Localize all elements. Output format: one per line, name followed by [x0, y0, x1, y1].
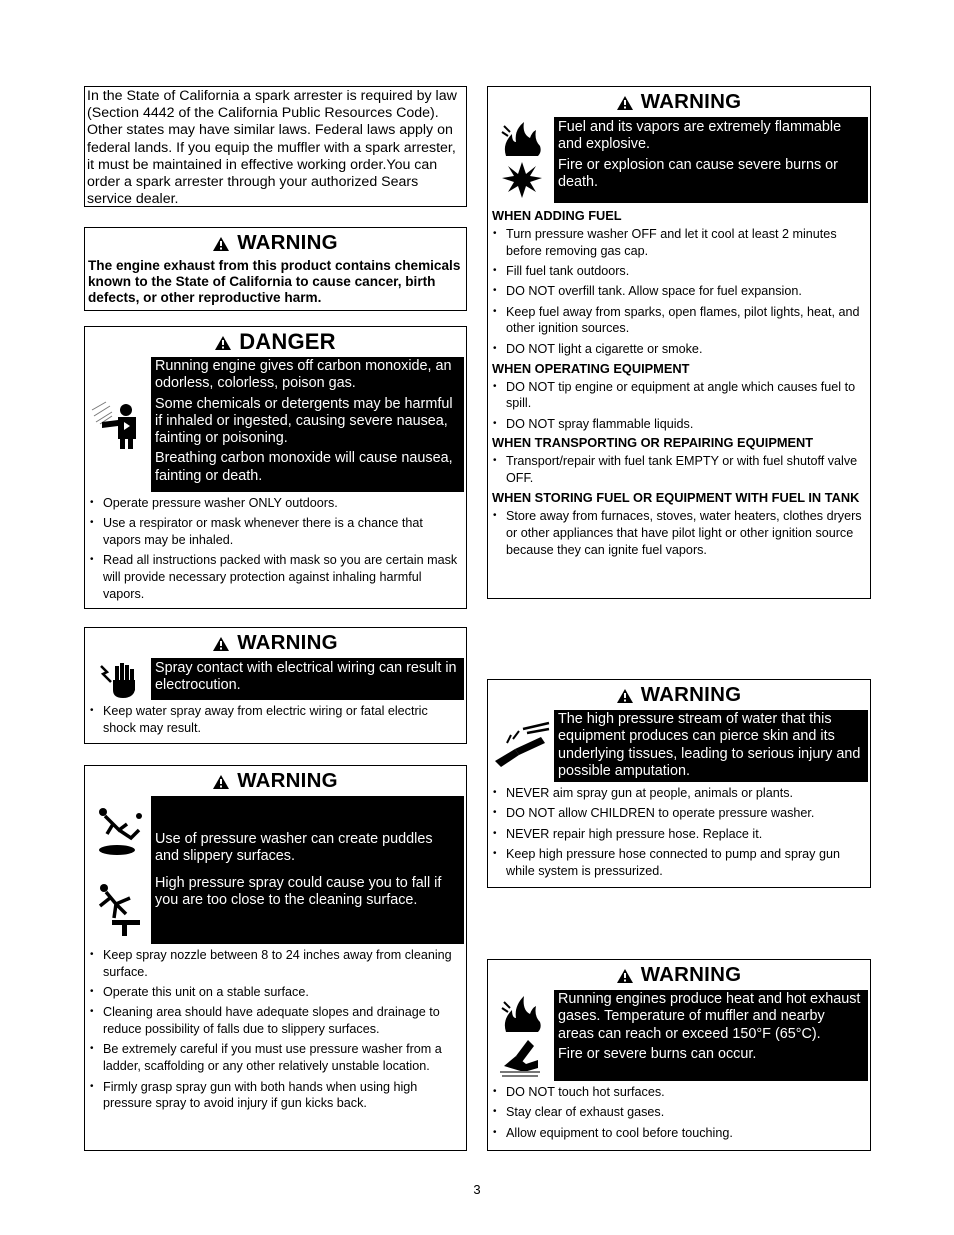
fall-hazard-icon — [96, 878, 142, 936]
precaution-list — [488, 451, 870, 489]
page-number: 3 — [473, 1182, 481, 1197]
slip-hazard-icon — [93, 804, 145, 860]
hazard-panel — [490, 990, 868, 1081]
hazard-text — [554, 710, 868, 782]
hazard-line: Spray contact with electrical wiring can result in electrocution. — [155, 660, 457, 694]
injection-hazard-icon — [493, 721, 551, 771]
warning-header — [85, 628, 466, 658]
list-item: • NEVER aim spray gun at people, animals or plants. — [492, 785, 868, 802]
section-heading: WHEN STORING FUEL OR EQUIPMENT WITH FUEL IN TANK — [492, 490, 860, 506]
list-item: • Store away from furnaces, stoves, water heaters, clothes dryers or other appliances that have pilot light or other ignition source because they can ignite fuel vapors. — [492, 508, 868, 558]
hazard-icons — [87, 796, 151, 944]
section-heading: WHEN TRANSPORTING OR REPAIRING EQUIPMENT — [492, 435, 814, 451]
hazard-icons — [87, 357, 151, 492]
warning-label: WARNING — [640, 963, 742, 986]
hazard-line: High pressure spray could cause you to fall if you are too close to the cleaning surface. — [155, 874, 442, 908]
warning-label: WARNING — [237, 231, 338, 254]
warning-high-pressure-injection — [487, 679, 871, 888]
hazard-line: Some chemicals or detergents may be harmful if inhaled or ingested, causing severe nausea, fainting or poisoning. — [155, 395, 453, 447]
hazard-line: Fire or severe burns can occur. — [558, 1045, 757, 1062]
warning-label: WARNING — [237, 769, 338, 792]
warning-label: WARNING — [640, 683, 742, 706]
hazard-line: Fire or explosion can cause severe burns or death. — [558, 156, 838, 190]
list-item: • Be extremely careful if you must use pressure washer from a ladder, scaffolding or any other relatively unstable location. — [89, 1041, 464, 1075]
precaution-list — [488, 224, 870, 360]
list-item: • DO NOT light a cigarette or smoke. — [492, 341, 868, 358]
hazard-text — [151, 796, 464, 944]
hazard-icons — [490, 710, 554, 782]
list-item: • Read all instructions packed with mask so you are certain mask will provide necessary protection against inhaling harmful vapors. — [89, 552, 464, 602]
hazard-panel — [87, 658, 464, 700]
alert-triangle-icon — [617, 96, 633, 110]
list-item: • Transport/repair with fuel tank EMPTY or with fuel shutoff valve OFF. — [492, 453, 868, 487]
warning-hot-surfaces — [487, 959, 871, 1151]
list-item: • Stay clear of exhaust gases. — [492, 1104, 868, 1121]
list-item: • Operate this unit on a stable surface. — [89, 984, 464, 1001]
fire-icon — [500, 994, 544, 1034]
list-item: • DO NOT allow CHILDREN to operate pressure washer. — [492, 805, 868, 822]
alert-triangle-icon — [213, 637, 229, 651]
precaution-list — [488, 1081, 870, 1147]
hazard-line: Running engine gives off carbon monoxide, an odorless, colorless, poison gas. — [155, 358, 452, 392]
warning-label: WARNING — [237, 631, 338, 654]
danger-label: DANGER — [239, 329, 336, 354]
fire-icon — [500, 120, 544, 158]
alert-triangle-icon — [213, 237, 229, 251]
warning-header — [488, 680, 870, 710]
hazard-text — [151, 357, 464, 492]
prop65-text: The engine exhaust from this product contains chemicals known to the State of California to cause cancer, birth defects, or other reproductive harm. — [88, 258, 461, 305]
hazard-line: Fuel and its vapors are extremely flammable and explosive. — [558, 119, 842, 153]
hazard-line: Breathing carbon monoxide will cause nausea, fainting or death. — [155, 450, 453, 484]
warning-slip-fall — [84, 765, 467, 1151]
warning-header — [488, 960, 870, 990]
hazard-panel — [490, 117, 868, 203]
list-item: • DO NOT touch hot surfaces. — [492, 1084, 868, 1101]
section-heading: WHEN OPERATING EQUIPMENT — [492, 360, 690, 376]
hazard-icons — [490, 117, 554, 203]
precaution-list — [85, 700, 466, 742]
list-item: • Turn pressure washer OFF and let it cool at least 2 minutes before removing gas cap. — [492, 226, 868, 260]
list-item: • Keep fuel away from sparks, open flames, pilot lights, heat, and other ignition sources. — [492, 304, 868, 338]
warning-header — [488, 87, 870, 117]
hazard-text — [151, 658, 464, 700]
electric-shock-icon — [97, 660, 141, 698]
list-item: • DO NOT overfill tank. Allow space for fuel expansion. — [492, 283, 868, 300]
list-item: • Use a respirator or mask whenever there is a chance that vapors may be inhaled. — [89, 515, 464, 549]
list-item: • Keep high pressure hose connected to pump and spray gun while system is pressurized. — [492, 846, 868, 880]
list-item: • Keep spray nozzle between 8 to 24 inches away from cleaning surface. — [89, 947, 464, 981]
explosion-icon — [500, 162, 544, 200]
list-item: • Firmly grasp spray gun with both hands when using high pressure spray to avoid injury if gun kicks back. — [89, 1079, 464, 1113]
list-item: • Cleaning area should have adequate slopes and drainage to reduce possibility of falls due to slippery surfaces. — [89, 1004, 464, 1038]
warning-header — [85, 228, 466, 258]
warning-label: WARNING — [640, 90, 742, 113]
hot-surface-icon — [498, 1038, 546, 1078]
list-item: • Fill fuel tank outdoors. — [492, 263, 868, 280]
hazard-icons — [490, 990, 554, 1081]
list-item: • DO NOT tip engine or equipment at angle which causes fuel to spill. — [492, 379, 868, 413]
alert-triangle-icon — [617, 689, 633, 703]
alert-triangle-icon — [215, 336, 231, 350]
list-item: • Operate pressure washer ONLY outdoors. — [89, 495, 464, 512]
hazard-panel — [87, 796, 464, 944]
list-item: • DO NOT spray flammable liquids. — [492, 416, 868, 433]
warning-fuel — [487, 86, 871, 599]
precaution-list — [85, 944, 466, 1118]
hazard-line: Running engines produce heat and hot exhaust gases. Temperature of muffler and nearby areas can reach or exceed 150°F (65°C). — [558, 991, 861, 1042]
list-item: • Keep water spray away from electric wiring or fatal electric shock may result. — [89, 703, 464, 737]
list-item: • Allow equipment to cool before touching. — [492, 1125, 868, 1142]
spark-arrester-notice — [84, 86, 467, 207]
alert-triangle-icon — [213, 775, 229, 789]
precaution-list — [488, 377, 870, 435]
danger-carbon-monoxide — [84, 326, 467, 609]
hazard-panel — [87, 357, 464, 492]
hazard-panel — [490, 710, 868, 782]
toxic-fumes-icon — [90, 400, 148, 450]
section-heading: WHEN ADDING FUEL — [492, 208, 622, 223]
precaution-list — [488, 506, 870, 560]
alert-triangle-icon — [617, 969, 633, 983]
hazard-text — [554, 117, 868, 203]
spark-arrester-text: In the State of California a spark arrester is required by law (Section 4442 of the California Public Resources Code). Other states may have similar laws. Federal laws apply on federal lands. If you equip the muffler with a spark arrester, it must be maintained in effective working order.You can order a spark arrester through your authorized Sears service dealer. — [87, 88, 457, 208]
danger-header — [85, 327, 466, 357]
precaution-list — [488, 782, 870, 885]
prop65-warning — [84, 227, 467, 311]
hazard-text — [554, 990, 868, 1081]
warning-header — [85, 766, 466, 796]
precaution-list — [85, 492, 466, 608]
hazard-icons — [87, 658, 151, 700]
list-item: • NEVER repair high pressure hose. Replace it. — [492, 826, 868, 843]
hazard-line: The high pressure stream of water that this equipment produces can pierce skin and its underlying tissues, leading to serious injury and possible amputation. — [558, 711, 861, 779]
warning-electrocution — [84, 627, 467, 744]
hazard-line: Use of pressure washer can create puddles and slippery surfaces. — [155, 830, 433, 865]
